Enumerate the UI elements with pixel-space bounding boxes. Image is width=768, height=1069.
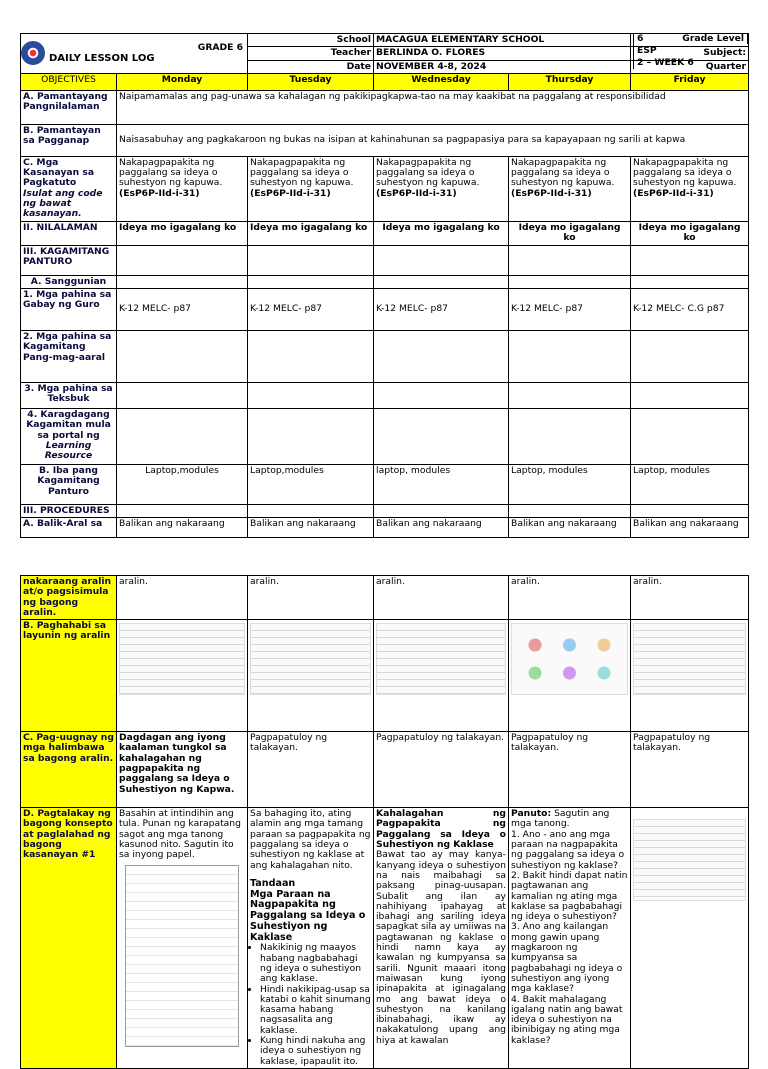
- tandaan-heading: Tandaan: [250, 877, 296, 889]
- pag-uugnay-monday: Dagdagan ang iyong kaalaman tungkol sa kahalagahan ng pagpapakita ng paggalang sa Ideya o Suhestiyon ng Kapwa.: [117, 732, 248, 808]
- lesson-log-table-page1: [20, 33, 749, 538]
- quarter-value: 2 – WEEK 6: [633, 57, 748, 69]
- question-3: 3. Ano ang kailangan mong gawin upang magkaroon ng kumpyansa sa pagbabahagi ng ideya o suhestiyon ang iyong mga kaklase?: [511, 921, 623, 995]
- deped-seal-icon: [21, 41, 45, 65]
- row-label-nilalaman: II. NILALAMAN: [21, 221, 117, 245]
- balik-tuesday: Balikan ang nakaraang: [248, 518, 374, 538]
- kasanayan-friday: [631, 156, 749, 221]
- question-1: 1. Ano - ano ang mga paraan na nagpapakita ng paggalang sa ideya o suhestiyon ng kaklase?: [511, 828, 625, 871]
- kasanayan-text: Nakapagpapakita ng paggalang sa ideya o suhestyon ng kapuwa.: [633, 156, 737, 189]
- teacher-value: BERLINDA O. FLORES: [374, 47, 631, 60]
- worksheet-thumbnail: [376, 623, 506, 695]
- row-label-teksbuk: 3. Mga pahina sa Teksbuk: [21, 382, 117, 408]
- kasanayan-tuesday: [248, 156, 374, 221]
- panuto-label: Panuto:: [511, 808, 552, 820]
- balik-thursday: Balikan ang nakaraang: [509, 518, 631, 538]
- header-right-values: [633, 33, 748, 69]
- pag-uugnay-wednesday: Pagpapatuloy ng talakayan.: [374, 732, 509, 808]
- kasanayan-wednesday: [374, 156, 509, 221]
- paghahabi-monday: [117, 620, 248, 732]
- row-label-pamantayang-pangnilalaman: A. Pamantayang Pangnilalaman: [21, 90, 117, 124]
- balik-cont-monday: aralin.: [117, 576, 248, 620]
- list-item: • Nakikinig ng maayos habang nagbabahagi ng ideya o suhestiyon ang kaklase.: [260, 943, 371, 984]
- panuto-text: Sagutin ang mga tanong.: [511, 808, 610, 830]
- pamantayang-pangnilalaman-text: Naipamamalas ang pag-unawa sa kahalagan ng pakikipagkapwa-tao na may kaakibat na paggalang at responsibilidad: [117, 90, 749, 124]
- col-thursday: Thursday: [509, 73, 631, 90]
- competency-code: (EsP6P-IId-i-31): [511, 187, 592, 199]
- iba-wednesday: laptop, modules: [374, 464, 509, 504]
- competency-code: (EsP6P-IId-i-31): [633, 187, 714, 199]
- col-friday: Friday: [631, 73, 749, 90]
- worksheet-thumbnail: [119, 623, 245, 695]
- school-label: School: [248, 34, 374, 47]
- kahalagahan-heading: Kahalagahan ng Pagpapakita ng Paggalang sa Ideya o Suhestiyon ng Kaklase: [376, 808, 506, 851]
- kasanayan-text: Nakapagpapakita ng paggalang sa ideya o suhestyon ng kapuwa.: [250, 156, 354, 189]
- row-label-balik-aral: A. Balik-Aral sa: [21, 518, 117, 538]
- log-title: DAILY LESSON LOG: [49, 52, 155, 64]
- question-4: 4. Bakit mahalagang igalang natin ang bawat ideya o suhestiyon na ibinibigay ng ating mga kaklase?: [511, 993, 623, 1046]
- worksheet-thumbnail: [633, 819, 746, 901]
- mga-paraan-list: [250, 943, 371, 1067]
- nilalaman-friday: Ideya mo igagalang ko: [631, 221, 749, 245]
- paghahabi-wednesday: [374, 620, 509, 732]
- row-label-procedures: III. PROCEDURES: [21, 504, 117, 517]
- pagtalakay-thursday: [509, 808, 631, 1069]
- pamantayan-pagganap-text: Naisasabuhay ang pagkakaroon ng bukas na isipan at kahinahunan sa pagpapasiya para sa kapayapaan ng sarili at kapwa: [117, 124, 749, 156]
- col-wednesday: Wednesday: [374, 73, 509, 90]
- nilalaman-monday: Ideya mo igagalang ko: [117, 221, 248, 245]
- row-label-iba-pang-kagamitan: B. Iba pang Kagamitang Panturo: [21, 464, 117, 504]
- row-label-pag-uugnay: C. Pag-uugnay ng mga halimbawa sa bagong aralin.: [21, 732, 117, 808]
- kasanayan-text: Nakapagpapakita ng paggalang sa ideya o suhestyon ng kapuwa.: [511, 156, 615, 189]
- iba-tuesday: Laptop,modules: [248, 464, 374, 504]
- worksheet-thumbnail: [633, 623, 746, 695]
- nilalaman-tuesday: Ideya mo igagalang ko: [248, 221, 374, 245]
- pag-uugnay-tuesday: Pagpapatuloy ng talakayan.: [248, 732, 374, 808]
- kasanayan-text: Nakapagpapakita ng paggalang sa ideya o suhestyon ng kapuwa.: [119, 156, 223, 189]
- pagtalakay-wednesday: [374, 808, 509, 1069]
- list-item: • Hindi nakikipag-usap sa katabi o kahit sinumang kasama habang nagsasalita ang kaklase.: [260, 985, 371, 1036]
- school-value: MACAGUA ELEMENTARY SCHOOL: [374, 34, 631, 47]
- worksheet-thumbnail: [250, 623, 371, 695]
- row-label-karagdagang-kagamitan: [21, 408, 117, 464]
- grade-level-label: Grade Level: [631, 34, 748, 44]
- balik-cont-tuesday: aralin.: [248, 576, 374, 620]
- paghahabi-friday: [631, 620, 749, 732]
- poem-image: [125, 865, 239, 1047]
- balik-cont-thursday: aralin.: [509, 576, 631, 620]
- grade-title: GRADE 6: [197, 41, 244, 53]
- row-label-kagamitang-panturo: III. KAGAMITANG PANTURO: [21, 245, 117, 275]
- kasanayan-monday: [117, 156, 248, 221]
- subject-value: ESP: [633, 45, 748, 57]
- iba-monday: Laptop,modules: [117, 464, 248, 504]
- kahalagahan-text: Bawat tao ay may kanya-kanyang ideya o suhestiyon na nais maibahagi sa paksang pinag-uusapan. Subalit ang ilan ay nahihiyang ipahayag at ibahagi ang sariling ideya sapagkat sila ay umiiwas na pagtawanan ng kaklase o hindi namn kaya ay kawalan ng kumpyansa sa sarili. Ngunit maaari itong maiwasan kung iyong ipinapakita at iginagalang mo ang bawat ideya o suhestyon na kanilang ibinabahagi, ikaw ay nakakatulong upang ang hiya at kawalan: [376, 849, 506, 1046]
- gabay-monday: K-12 MELC- p87: [117, 288, 248, 330]
- pagtalakay-friday: [631, 808, 749, 1069]
- question-2: 2. Bakit hindi dapat natin pagtawanan ang kamalian ng ating mga kaklase sa pagbabahagi ng ideya o suhestiyon?: [511, 869, 628, 923]
- grade-level-value: 6: [633, 33, 748, 45]
- lesson-log-table-page2: [20, 575, 749, 1069]
- teacher-label: Teacher: [248, 47, 374, 60]
- kasanayan-label: C. Mga Kasanayan sa Pagkatuto: [23, 156, 95, 189]
- row-label-sanggunian: A. Sanggunian: [21, 275, 117, 288]
- balik-cont-wednesday: aralin.: [374, 576, 509, 620]
- nilalaman-thursday: Ideya mo igagalang ko: [509, 221, 631, 245]
- paghahabi-thursday: [509, 620, 631, 732]
- gabay-friday: K-12 MELC- C.G p87: [631, 288, 749, 330]
- mga-paraan-heading: Mga Paraan na Nagpapakita ng Paggalang sa Ideya o Suhestiyon ng Kaklase: [250, 888, 366, 943]
- date-value: NOVEMBER 4-8, 2024: [374, 60, 631, 73]
- karagdagang-label: 4. Karagdagang Kagamitan mula sa portal ng: [26, 408, 111, 441]
- balik-wednesday: Balikan ang nakaraang: [374, 518, 509, 538]
- competency-code: (EsP6P-IId-i-31): [250, 187, 331, 199]
- competency-code: (EsP6P-IId-i-31): [376, 187, 457, 199]
- row-label-kasanayan: [21, 156, 117, 221]
- pagtalakay-monday: [117, 808, 248, 1069]
- row-label-kagamitang-mag-aaral: 2. Mga pahina sa Kagamitang Pang-mag-aaral: [21, 330, 117, 382]
- gabay-tuesday: K-12 MELC- p87: [248, 288, 374, 330]
- date-label: Date: [248, 60, 374, 73]
- col-tuesday: Tuesday: [248, 73, 374, 90]
- pag-uugnay-thursday: Pagpapatuloy ng talakayan.: [509, 732, 631, 808]
- pagtalakay-tuesday: [248, 808, 374, 1069]
- row-label-pamantayan-pagganap: B. Pamantayan sa Pagganap: [21, 124, 117, 156]
- header-title-block: [21, 34, 248, 74]
- iba-thursday: Laptop, modules: [509, 464, 631, 504]
- balik-cont-friday: aralin.: [631, 576, 749, 620]
- row-label-paghahabi: B. Paghahabi sa layunin ng aralin: [21, 620, 117, 732]
- col-monday: Monday: [117, 73, 248, 90]
- pag-uugnay-friday: Pagpapatuloy ng talakayan.: [631, 732, 749, 808]
- row-label-pagtalakay: D. Pagtalakay ng bagong konsepto at paglalahad ng bagong kasanayan #1: [21, 808, 117, 1069]
- kasanayan-text: Nakapagpapakita ng paggalang sa ideya o suhestyon ng kapuwa.: [376, 156, 480, 189]
- nilalaman-wednesday: Ideya mo igagalang ko: [374, 221, 509, 245]
- col-objectives: OBJECTIVES: [21, 73, 117, 90]
- balik-friday: Balikan ang nakaraang: [631, 518, 749, 538]
- monday-instructions: Basahin at intindihin ang tula. Punan ng karapatang sagot ang mga tanong kasunod nito. Sagutin ito sa inyong papel.: [119, 808, 241, 861]
- tuesday-intro: Sa bahaging ito, ating alamin ang mga tamang paraan sa pagpapakita ng paggalang sa ideya o suhestiyon ng kaklase at ang kahalagahan nito.: [250, 808, 371, 871]
- balik-monday: Balikan ang nakaraang: [117, 518, 248, 538]
- learning-resource-label: Learning Resource: [44, 439, 93, 462]
- subject-label: Subject:: [631, 47, 749, 60]
- iba-friday: Laptop, modules: [631, 464, 749, 504]
- activity-pictures-thumbnail: [511, 623, 628, 695]
- gabay-thursday: K-12 MELC- p87: [509, 288, 631, 330]
- kasanayan-thursday: [509, 156, 631, 221]
- competency-code: (EsP6P-IId-i-31): [119, 187, 200, 199]
- row-label-balik-aral-cont: nakaraang aralin at/o pagsisimula ng bagong aralin.: [21, 576, 117, 620]
- paghahabi-tuesday: [248, 620, 374, 732]
- kasanayan-sublabel: Isulat ang code ng bawat kasanayan.: [23, 187, 103, 220]
- quarter-label: Quarter: [631, 60, 749, 73]
- gabay-wednesday: K-12 MELC- p87: [374, 288, 509, 330]
- list-item: • Kung hindi nakuha ang ideya o suhestiyon ng kaklase, ipapaulit ito.: [260, 1036, 371, 1067]
- row-label-gabay-guro: 1. Mga pahina sa Gabay ng Guro: [21, 288, 117, 330]
